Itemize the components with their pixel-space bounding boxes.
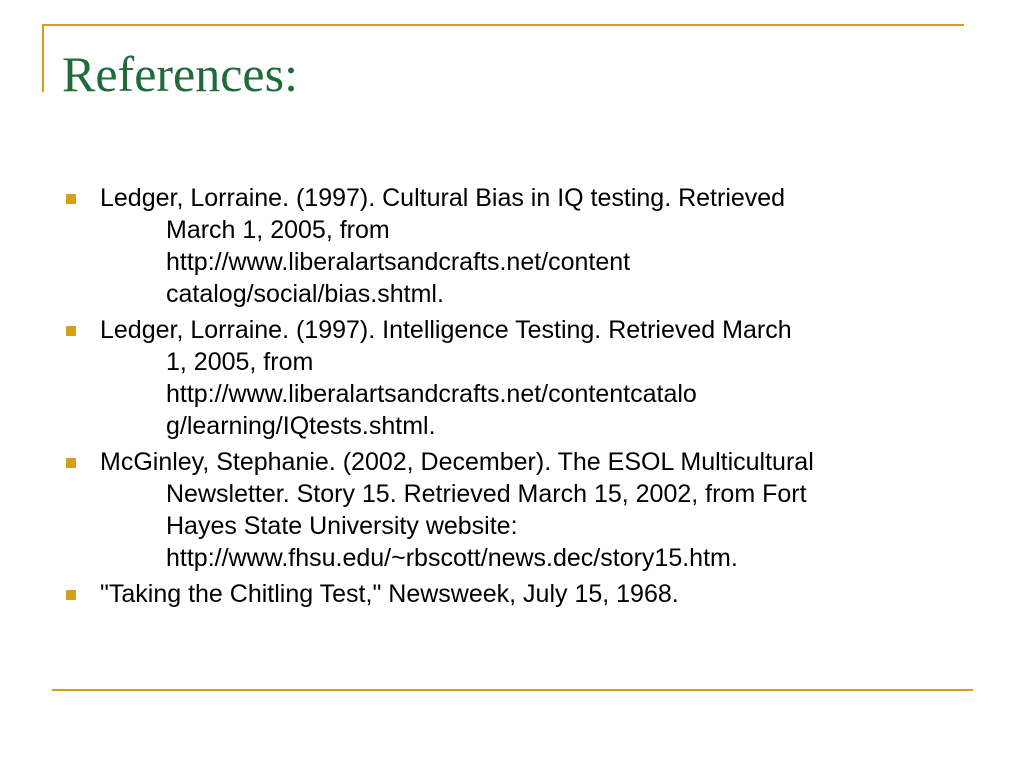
top-accent-line: [42, 24, 964, 26]
reference-first-line: Ledger, Lorraine. (1997). Intelligence Testing. Retrieved March: [100, 316, 792, 344]
reference-item: [62, 578, 962, 610]
reference-continuation-line: Hayes State University website:: [166, 512, 518, 540]
reference-item: [62, 314, 962, 442]
reference-first-line: McGinley, Stephanie. (2002, December). The ESOL Multicultural: [100, 448, 814, 476]
square-bullet-icon: [66, 590, 76, 600]
reference-continuation-line: http://www.liberalartsandcrafts.net/content: [166, 248, 631, 276]
reference-continuation-line: g/learning/IQtests.shtml.: [166, 412, 436, 440]
reference-item: [62, 182, 962, 310]
left-accent-line: [42, 24, 44, 92]
slide-title: References:: [62, 46, 298, 102]
reference-continuation-line: Newsletter. Story 15. Retrieved March 15, 2002, from Fort: [166, 480, 807, 508]
reference-continuation-line: 1, 2005, from: [166, 348, 314, 376]
reference-first-line: "Taking the Chitling Test," Newsweek, July 15, 1968.: [100, 580, 679, 608]
reference-continuation-line: catalog/social/bias.shtml.: [166, 280, 444, 308]
reference-continuation-line: March 1, 2005, from: [166, 216, 390, 244]
reference-continuation-line: http://www.liberalartsandcrafts.net/contentcatalo: [166, 380, 697, 408]
bottom-accent-line: [52, 689, 973, 691]
reference-first-line: Ledger, Lorraine. (1997). Cultural Bias in IQ testing. Retrieved: [100, 184, 786, 212]
square-bullet-icon: [66, 326, 76, 336]
reference-list: [62, 182, 962, 614]
square-bullet-icon: [66, 458, 76, 468]
square-bullet-icon: [66, 194, 76, 204]
reference-item: [62, 446, 962, 574]
reference-continuation-line: http://www.fhsu.edu/~rbscott/news.dec/story15.htm.: [166, 544, 738, 572]
